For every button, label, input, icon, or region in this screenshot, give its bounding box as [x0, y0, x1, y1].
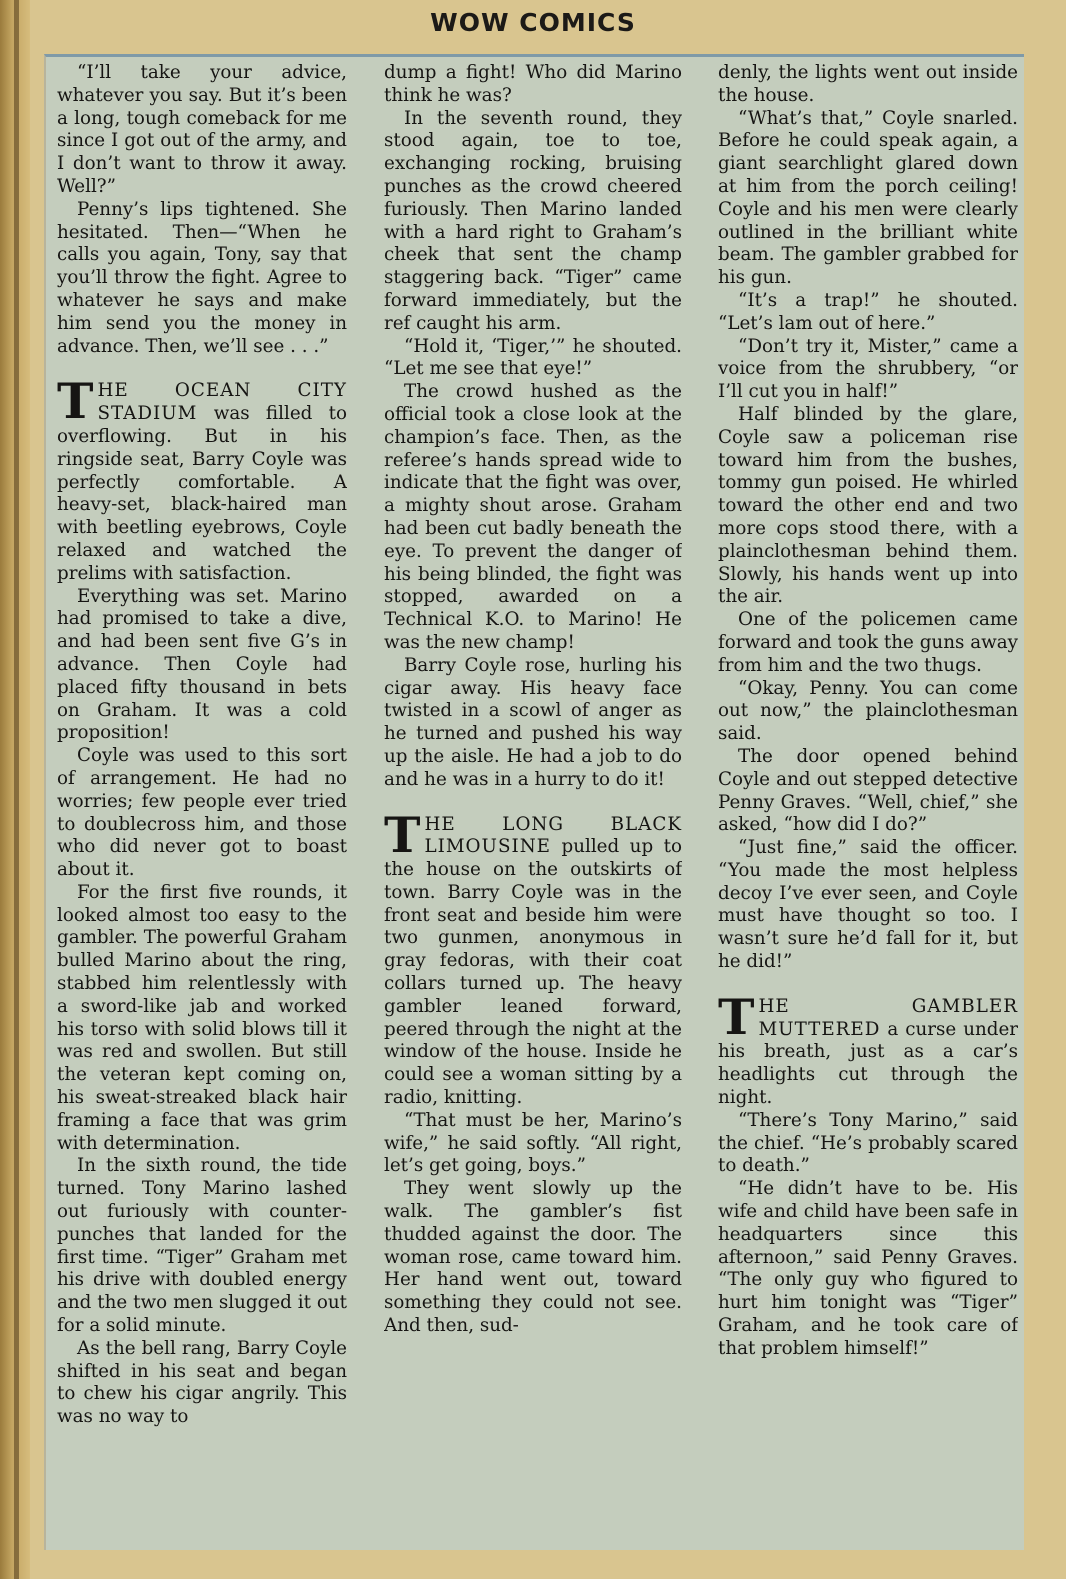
paragraph-text: In the seventh round, they stood again, toe to toe, exchanging rocking, bruising punches as the crowd cheered furiously. Then Marino landed with a hard right to Graham’s cheek that sent the champ staggering back. “Tiger” came forward immediately, but the ref caught his arm.: [384, 107, 682, 334]
story-paragraph: [718, 290, 1018, 336]
paragraph-text: Penny’s lips tightened. She hesitated. Then—“When he calls you again, Tony, say that you’ll throw the fight. Agree to whatever he says and make him send you the money in advance. Then, we’ll see . . .”: [57, 198, 347, 357]
story-paragraph: [384, 62, 682, 108]
paragraph-text: The door opened behind Coyle and out stepped detective Penny Graves. “Well, chief,” she asked, “how did I do?”: [718, 745, 1018, 836]
paragraph-text: “Okay, Penny. You can come out now,” the plainclothesman said.: [718, 677, 1018, 745]
story-paragraph: [384, 381, 682, 655]
section-start-paragraph: [718, 987, 1018, 1110]
paragraph-text: was filled to overflowing. But in his ringside seat, Barry Coyle was perfectly comfortable. A heavy-set, black-haired man with beetling eyebrows, Coyle relaxed and watched the prelims with satisfaction.: [57, 403, 347, 584]
story-paragraph: [718, 1178, 1018, 1360]
paragraph-text: For the first five rounds, it looked almost too easy to the gambler. The powerful Graham bulled Marino about the ring, stabbed him relentlessly with a sword-like jab and worked his torso with solid blows till it was red and swollen. But still the veteran kept coming on, his sweat-streaked black hair framing a face that was grim with determination.: [57, 881, 347, 1154]
text-column-3: [718, 62, 1018, 1510]
paragraph-text: “I’ll take your advice, whatever you say. But it’s been a long, tough comeback for me since I got out of the army, and I don’t want to throw it away. Well?”: [57, 62, 347, 197]
paragraph-text: Half blinded by the glare, Coyle saw a policeman rise toward him from the bushes, tommy gun poised. He whirled toward the other end and two more cops stood there, with a plainclothesman behind them. Slowly, his hands went up into the air.: [718, 403, 1018, 608]
text-column-1: [57, 62, 347, 1510]
story-paragraph: [718, 62, 1018, 108]
section-lead-caps: HE GAMBLER MUTTERED: [758, 995, 1018, 1040]
paragraph-text: “He didn’t have to be. His wife and child have been safe in headquarters since this afternoon,” said Penny Graves. “The only guy who figured to hurt him tonight was “Tiger” Graham, and he took care of that problem himself!”: [718, 1178, 1018, 1359]
section-start-paragraph: [57, 372, 347, 585]
paragraph-text: Barry Coyle rose, hurling his cigar away. His heavy face twisted in a scowl of anger as he turned and pushed his way up the aisle. He had a job to do and he was in a hurry to do it!: [384, 654, 682, 790]
story-paragraph: [718, 108, 1018, 290]
story-paragraph: [384, 655, 682, 792]
paragraph-text: The crowd hushed as the official took a close look at the champion’s face. Then, as the referee’s hands spread wide to indicate that the fight was over, a mighty shout arose. Graham had been cut badly beneath the eye. To prevent the danger of his being blinded, the fight was stopped, awarded on a Technical K.O. to Marino! He was the new champ!: [384, 381, 682, 653]
paragraph-text: “What’s that,” Coyle snarled. Before he could speak again, a giant searchlight glared down at him from the porch ceiling! Coyle and his men were clearly outlined in the brilliant white beam. The gambler grabbed for his gun.: [718, 107, 1018, 289]
paragraph-text: a curse under his breath, just as a car’s headlights cut through the night.: [718, 1018, 1018, 1109]
story-paragraph: [57, 745, 347, 882]
paragraph-text: They went slowly up the walk. The gambler’s fist thudded against the door. The woman rose, came toward him. Her hand went out, toward something they could not see. And then, sud-: [384, 1178, 682, 1337]
paragraph-text: “There’s Tony Marino,” said the chief. “He’s probably scared to death.”: [718, 1109, 1018, 1177]
story-paragraph: [718, 336, 1018, 404]
page-spine: [0, 0, 30, 1579]
paragraph-text: “Don’t try it, Mister,” came a voice from the shrubbery, “or I’ll cut you in half!”: [718, 335, 1018, 403]
paragraph-text: One of the policemen came forward and took the guns away from him and the two thugs.: [718, 609, 1018, 676]
story-paragraph: [57, 199, 347, 359]
paragraph-text: pulled up to the house on the outskirts of town. Barry Coyle was in the front seat and beside him were two gunmen, anonymous in gray fedoras, with their coat collars turned up. The heavy gambler leaned forward, peered through the night at the window of the house. Inside he could see a woman sitting by a radio, knitting.: [384, 836, 682, 1109]
story-paragraph: [57, 882, 347, 1156]
story-paragraph: [57, 586, 347, 746]
section-lead-caps: HE OCEAN CITY STADIUM: [97, 380, 347, 425]
text-column-2: [384, 62, 682, 1510]
story-paragraph: [718, 609, 1018, 677]
drop-cap: T: [384, 805, 421, 864]
story-paragraph: [384, 1178, 682, 1338]
paragraph-text: “Hold it, ‘Tiger,’” he shouted. “Let me see that eye!”: [384, 335, 682, 380]
drop-cap: T: [718, 987, 755, 1046]
paragraph-text: In the sixth round, the tide turned. Tony Marino lashed out furiously with counter-punches that landed for the first time. “Tiger” Graham met his drive with doubled energy and the two men slugged it out for a solid minute.: [57, 1155, 347, 1337]
paragraph-text: dump a fight! Who did Marino think he was?: [384, 62, 682, 106]
story-paragraph: [718, 746, 1018, 837]
paragraph-text: Coyle was used to this sort of arrangement. He had no worries; few people ever tried to doublecross him, and those who did never got to boast about it.: [57, 745, 347, 881]
story-paragraph: [57, 1338, 347, 1429]
story-paragraph: [384, 108, 682, 336]
paragraph-text: “That must be her, Marino’s wife,” he said softly. “All right, let’s get going, boys.”: [384, 1109, 682, 1177]
story-paragraph: [57, 1155, 347, 1337]
story-paragraph: [718, 1110, 1018, 1178]
section-start-paragraph: [384, 805, 682, 1110]
story-paragraph: [718, 404, 1018, 609]
paragraph-text: As the bell rang, Barry Coyle shifted in his seat and began to chew his cigar angrily. This was no way to: [57, 1337, 347, 1428]
page-header: WOW COMICS: [430, 8, 636, 37]
section-lead-caps: HE LONG BLACK LIMOUSINE: [424, 813, 682, 858]
story-paragraph: [384, 1110, 682, 1178]
paragraph-text: Everything was set. Marino had promised to take a dive, and had been sent five G’s in advance. Then Coyle had placed fifty thousand in bets on Graham. It was a cold proposition!: [57, 585, 347, 744]
story-paragraph: [57, 62, 347, 199]
paragraph-text: denly, the lights went out inside the house.: [718, 62, 1018, 106]
paragraph-text: “Just fine,” said the officer. “You made the most helpless decoy I’ve ever seen, and Coyle must have thought so too. I wasn’t sure he’d fall for it, but he did!”: [718, 837, 1018, 973]
drop-cap: T: [57, 372, 94, 431]
paragraph-text: “It’s a trap!” he shouted. “Let’s lam out of here.”: [718, 289, 1018, 334]
story-paragraph: [718, 678, 1018, 746]
story-paragraph: [718, 837, 1018, 974]
story-paragraph: [384, 336, 682, 382]
